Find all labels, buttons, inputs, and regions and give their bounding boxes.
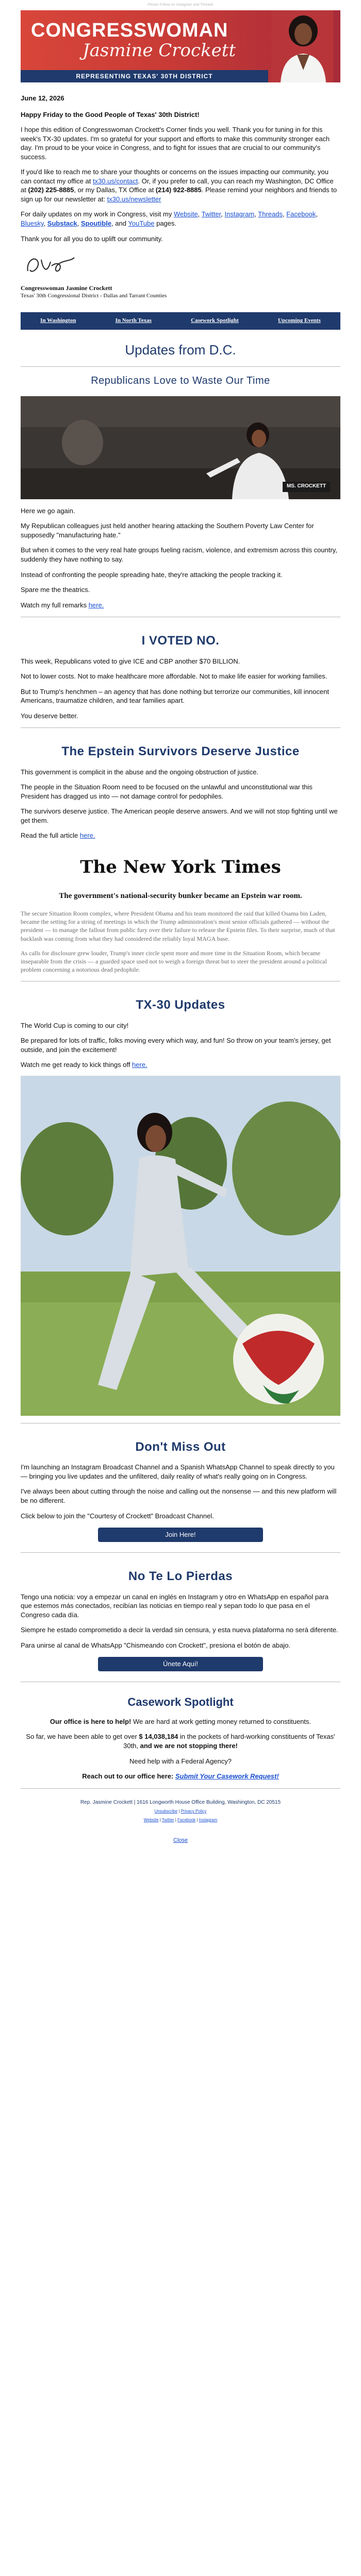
intro-paragraph-4: Thank you for all you do to uplift our community. (21, 234, 163, 243)
nav-in-washington[interactable]: In Washington (40, 317, 76, 324)
handwritten-signature-icon (21, 250, 83, 279)
signature-name: Congresswoman Jasmine Crockett (21, 284, 112, 292)
casework-paragraph-2: So far, we have been able to get over $ 14,038,184 in the pockets of hard-working constituents of Texas' 30th, and we are not stopping there! (26, 1733, 335, 1750)
contact-link[interactable]: tx30.us/contact (92, 177, 138, 185)
remarks-link[interactable]: here. (88, 601, 104, 609)
s2-paragraph-4: You deserve better. (21, 711, 78, 720)
article-link[interactable]: here. (79, 832, 95, 840)
signature-block (21, 250, 340, 300)
dmo-paragraph-2: I've always been about cutting through the noise and calling out the nonsense — and this new platform will be no different. (21, 1487, 337, 1505)
footer-address: Rep. Jasmine Crockett | 1616 Longworth House Office Building, Washington, DC 20515 (80, 1799, 281, 1805)
s3-paragraph-1: This government is complicit in the abuse and the ongoing obstruction of justice. (21, 768, 259, 776)
join-whatsapp-button[interactable]: Únete Aquí! (98, 1657, 263, 1671)
dmo-paragraph-1: I'm launching an Instagram Broadcast Channel and a Spanish WhatsApp Channel to speak directly to you — bringing you live updates and the unfiltered, daily reality of what's really going on in Congress. (21, 1463, 335, 1480)
preheader-text: Please Follow on Instagram and Threads (147, 3, 214, 7)
nyt-headline: The government's national-security bunker became an Epstein war room. (59, 891, 302, 900)
ntlp-paragraph-2: Siempre he estado comprometido a decir la verdad sin censura, y esta nueva plataforma no será diferente. (21, 1626, 338, 1634)
join-broadcast-button[interactable]: Join Here! (98, 1528, 263, 1542)
footer-links: Unsubscribe | Privacy Policy (154, 1809, 207, 1814)
dc-phone: (202) 225-8885 (28, 186, 74, 194)
s1-paragraph-1: Here we go again. (21, 506, 75, 515)
casework-amount: $ 14,038,184 (139, 1733, 178, 1741)
substack-link[interactable]: Substack (47, 219, 77, 228)
section-heading-epstein: The Epstein Survivors Deserve Justice (61, 744, 300, 759)
dmo-paragraph-3: Click below to join the "Courtesy of Crockett" Broadcast Channel. (21, 1512, 214, 1520)
s1-paragraph-4: Instead of confronting the people spreading hate, they're attacking the people tracking it. (21, 570, 283, 579)
intro-paragraph-2: If you'd like to reach me to share your thoughts or concerns on the issues impacting our community, you can contact my office at tx30.us/contact. Or, if you prefer to call, you can reach my Washington, DC Office at (202) 225-8885, or my Dallas, TX Office at (214) 922-8885. Please remind your neighbors and friends to sign up for our newsletter at: tx30.us/newsletter (21, 168, 337, 203)
nyt-paragraph-2: As calls for disclosure grew louder, Trump's inner circle spent more and more time in the Situation Room, which became inseparable from the crisis — a guarded space used not to weigh a foreign threat but to steer the president around a political problem concerning a notorious dead pedophile. (21, 949, 327, 974)
website-link[interactable]: Website (173, 210, 198, 218)
facebook-link[interactable]: Facebook (286, 210, 316, 218)
footer-website-link[interactable]: Website (143, 1817, 159, 1822)
photo-caption: MS. CROCKETT (286, 483, 326, 489)
hearing-photo (21, 396, 340, 499)
intro-paragraph-3: For daily updates on my work in Congress, visit my Website, Twitter, Instagram, Threads, Facebook, Bluesky, Substack, Spoutible, and YouTube pages. (21, 210, 318, 228)
tx30-title: TX-30 Updates (136, 998, 225, 1012)
nyt-logo: The New York Times (80, 856, 281, 877)
greeting: Happy Friday to the Good People of Texas' 30th District! (21, 110, 200, 118)
footer-social-links: Website | Twitter | Facebook | Instagram (143, 1817, 218, 1822)
s2-paragraph-1: This week, Republicans voted to give ICE and CBP another $70 BILLION. (21, 657, 240, 665)
congresswoman-portrait-icon (271, 10, 333, 82)
casework-paragraph-4: Reach out to our office here: Submit Your Casework Request! (82, 1772, 279, 1781)
s3-paragraph-4: Read the full article here. (21, 832, 95, 840)
soccer-kick-image-icon (21, 1076, 340, 1416)
divider (21, 1552, 340, 1553)
footer-twitter-link[interactable]: Twitter (161, 1817, 174, 1822)
s2-paragraph-2: Not to lower costs. Not to make healthcare more affordable. Not to make life easier for working families. (21, 672, 327, 681)
casework-title: Casework Spotlight (127, 1696, 234, 1709)
kickoff-video-link[interactable]: here. (132, 1061, 147, 1069)
nyt-paragraph-1: The secure Situation Room complex, where President Obama and his team monitored the raid that killed Osama bin Laden, became the setting for a string of meetings in which the Trump administration's most senior officials gathered — without the president — to manage the fallout from public fury over their failure to release the Epstein files. To their surprise, much of that backlash was coming from what they had considered the reliably loyal MAGA base. (21, 910, 335, 942)
s1-paragraph-2: My Republican colleagues just held another hearing attacking the Southern Poverty Law Center for supposedly "manufacturing hate." (21, 522, 314, 539)
nav-casework-spotlight[interactable]: Casework Spotlight (191, 317, 239, 324)
section-nav (21, 312, 340, 330)
s1-paragraph-5: Spare me the theatrics. (21, 586, 90, 594)
banner-subtitle: REPRESENTING TEXAS' 30TH DISTRICT (21, 70, 268, 82)
casework-request-link[interactable]: Submit Your Casework Request! (175, 1772, 279, 1781)
section-heading-voted-no: I VOTED NO. (141, 634, 220, 648)
updates-dc-title: Updates from D.C. (125, 342, 236, 358)
s1-paragraph-3: But when it comes to the very real hate groups fueling racism, violence, and extremism across this country, suddenly they have nothing to say. (21, 546, 337, 563)
footer (21, 1799, 340, 1823)
spoutible-link[interactable]: Spoutible (80, 219, 112, 228)
twitter-link[interactable]: Twitter (201, 210, 221, 218)
unsubscribe-link[interactable]: Unsubscribe (154, 1809, 178, 1814)
s3-paragraph-2: The people in the Situation Room need to be focused on the unlawful and unconstitutional war this President has dragged us into — not damage control for pedophiles. (21, 783, 313, 800)
header-banner (21, 10, 340, 82)
signature-subtitle: Texas' 30th Congressional District - Dallas and Tarrant Counties (21, 292, 167, 299)
ntlp-paragraph-1: Tengo una noticia: voy a empezar un canal en inglés en Instagram y otro en WhatsApp en español para que estemos más conectados, recibían las noticias en tiempo real y sepan todo lo que pasa en el Congreso cada día. (21, 1592, 329, 1619)
ntlp-paragraph-3: Para unirse al canal de WhatsApp "Chismeando con Crockett", presiona el botón de abajo. (21, 1641, 291, 1649)
intro-paragraph-1: I hope this edition of Congresswoman Crockett's Corner finds you well. Thank you for tuning in for this week's TX-30 updates. I'm so grateful for your support and efforts to make this community stronger each day. I'm proud to be your voice in Congress, and to fight for issues that are crucial to our community's success. (21, 126, 330, 161)
banner-title: CONGRESSWOMAN (31, 20, 228, 41)
instagram-link[interactable]: Instagram (224, 210, 255, 218)
tx30-paragraph-2: Be prepared for lots of traffic, folks moving every which way, and fun! So throw on your team's jersey, get outside, and join the excitement! (21, 1037, 331, 1054)
youtube-link[interactable]: YouTube (128, 219, 155, 228)
bluesky-link[interactable]: Bluesky (21, 219, 44, 228)
nav-upcoming-events[interactable]: Upcoming Events (278, 317, 321, 324)
newsletter-link[interactable]: tx30.us/newsletter (107, 195, 161, 203)
footer-facebook-link[interactable]: Facebook (177, 1817, 196, 1822)
tx30-paragraph-1: The World Cup is coming to our city! (21, 1021, 129, 1029)
casework-paragraph-3: Need help with a Federal Agency? (129, 1757, 232, 1765)
section-heading-waste-time: Republicans Love to Waste Our Time (91, 375, 270, 386)
nav-in-north-texas[interactable]: In North Texas (115, 317, 152, 324)
divider (21, 1788, 340, 1789)
s3-paragraph-3: The survivors deserve justice. The American people deserve answers. And we will not stop fighting until we get them. (21, 807, 338, 824)
dallas-phone: (214) 922-8885 (155, 186, 202, 194)
divider (21, 366, 340, 367)
newsletter-date: June 12, 2026 (21, 94, 64, 102)
threads-link[interactable]: Threads (258, 210, 283, 218)
tx30-paragraph-3: Watch me get ready to kick things off here. (21, 1061, 147, 1069)
s1-paragraph-6: Watch my full remarks here. (21, 601, 104, 609)
s2-paragraph-3: But to Trump's henchmen – an agency that has done nothing but terrorize our communities, kill innocent Americans, traumatize children, and tear families apart. (21, 687, 329, 705)
no-te-lo-pierdas-title: No Te Lo Pierdas (128, 1569, 233, 1584)
divider (21, 727, 340, 728)
privacy-policy-link[interactable]: Privacy Policy (180, 1809, 207, 1814)
close-link[interactable]: Close (173, 1837, 188, 1843)
banner-signature: Jasmine Crockett (83, 40, 236, 61)
newsletter-body (21, 10, 340, 1844)
dont-miss-out-title: Don't Miss Out (135, 1439, 226, 1454)
casework-paragraph-1: Our office is here to help! We are hard at work getting money returned to constituents. (50, 1717, 311, 1725)
world-cup-photo (21, 1076, 340, 1416)
footer-instagram-link[interactable]: Instagram (199, 1817, 218, 1822)
